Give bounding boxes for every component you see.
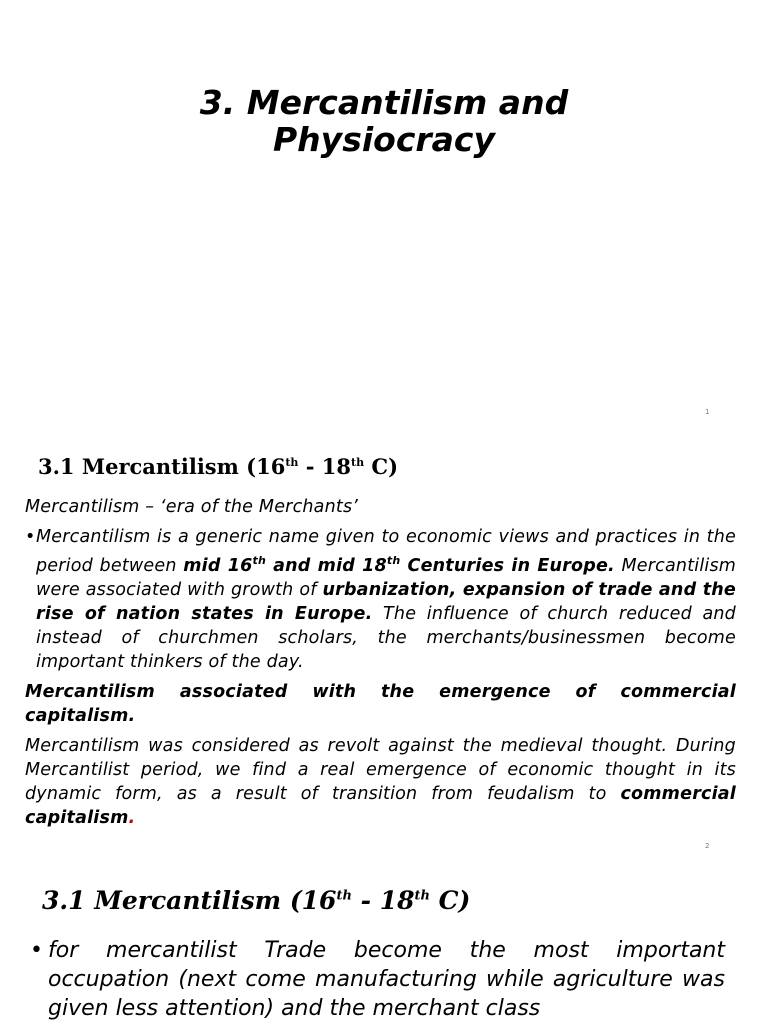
bullet-text: [36, 525, 736, 674]
bullet-sup-1: th: [252, 554, 266, 567]
paragraph-3-dot: .: [128, 807, 136, 828]
bullet-text-2: Mercantilism were associated with growth of: [36, 555, 737, 600]
heading-mid: - 18: [351, 886, 415, 915]
bullet-text-3: The influence of church reduced and instead of churchmen scholars, the merchants/businessmen become important thinkers of the day.: [36, 603, 736, 672]
bullet-bold-2: urbanization, expansion of trade and the rise of nation states in Europe.: [36, 579, 736, 624]
paragraph-3-bold: commercial capitalism: [25, 783, 736, 828]
bullet-marker: •: [30, 938, 43, 963]
slide-2: [0, 432, 768, 864]
heading-sup-1: th: [336, 888, 352, 904]
heading-sup-2: th: [414, 888, 430, 904]
bullet-text: for mercantilist Trade become the most important occupation (next come manufacturing while agriculture was given less attention) and the merchant class: [48, 938, 725, 1021]
heading-sup-2: th: [350, 456, 365, 469]
slide-3: [0, 864, 768, 1024]
heading-prefix: 3.1 Mercantilism (16: [38, 454, 286, 479]
page-number: 1: [705, 408, 710, 416]
heading-sup-1: th: [285, 456, 299, 469]
paragraph-3-text: Mercantilism was considered as revolt against the medieval thought. During Mercantilist period, we find a real emergence of economic thought in its dynamic form, as a result of transition from feudalism to: [25, 735, 736, 804]
paragraph-3: [25, 734, 736, 830]
title-line-2: Physiocracy: [273, 120, 495, 159]
heading-prefix: 3.1 Mercantilism (16: [42, 886, 337, 915]
section-heading: [38, 454, 398, 479]
heading-mid: - 18: [298, 454, 351, 479]
intro-line: Mercantilism – ‘era of the Merchants’: [25, 497, 359, 517]
bullet-marker: •: [25, 527, 36, 547]
bullet-text-1: Mercantilism is a generic name given to economic views and practices in the period between: [36, 527, 736, 576]
page-number: 2: [705, 842, 710, 850]
slide-title: [0, 84, 768, 158]
bullet-item: [30, 936, 725, 1023]
bold-paragraph: Mercantilism associated with the emergence of commercial capitalism.: [25, 681, 736, 726]
bullet-sup-2: th: [386, 554, 401, 567]
heading-suffix: C): [429, 886, 471, 915]
bullet-item: [25, 525, 736, 674]
title-line-1: 3. Mercantilism and: [199, 83, 569, 122]
slide-body: [25, 495, 736, 836]
bullet-bold-1c: Centuries in Europe.: [400, 555, 615, 576]
heading-suffix: C): [364, 454, 399, 479]
bullet-bold-1a: mid 16: [183, 555, 253, 576]
bullet-bold-1b: and mid 18: [265, 555, 387, 576]
slide-1: [0, 0, 768, 432]
section-heading: [42, 886, 470, 915]
